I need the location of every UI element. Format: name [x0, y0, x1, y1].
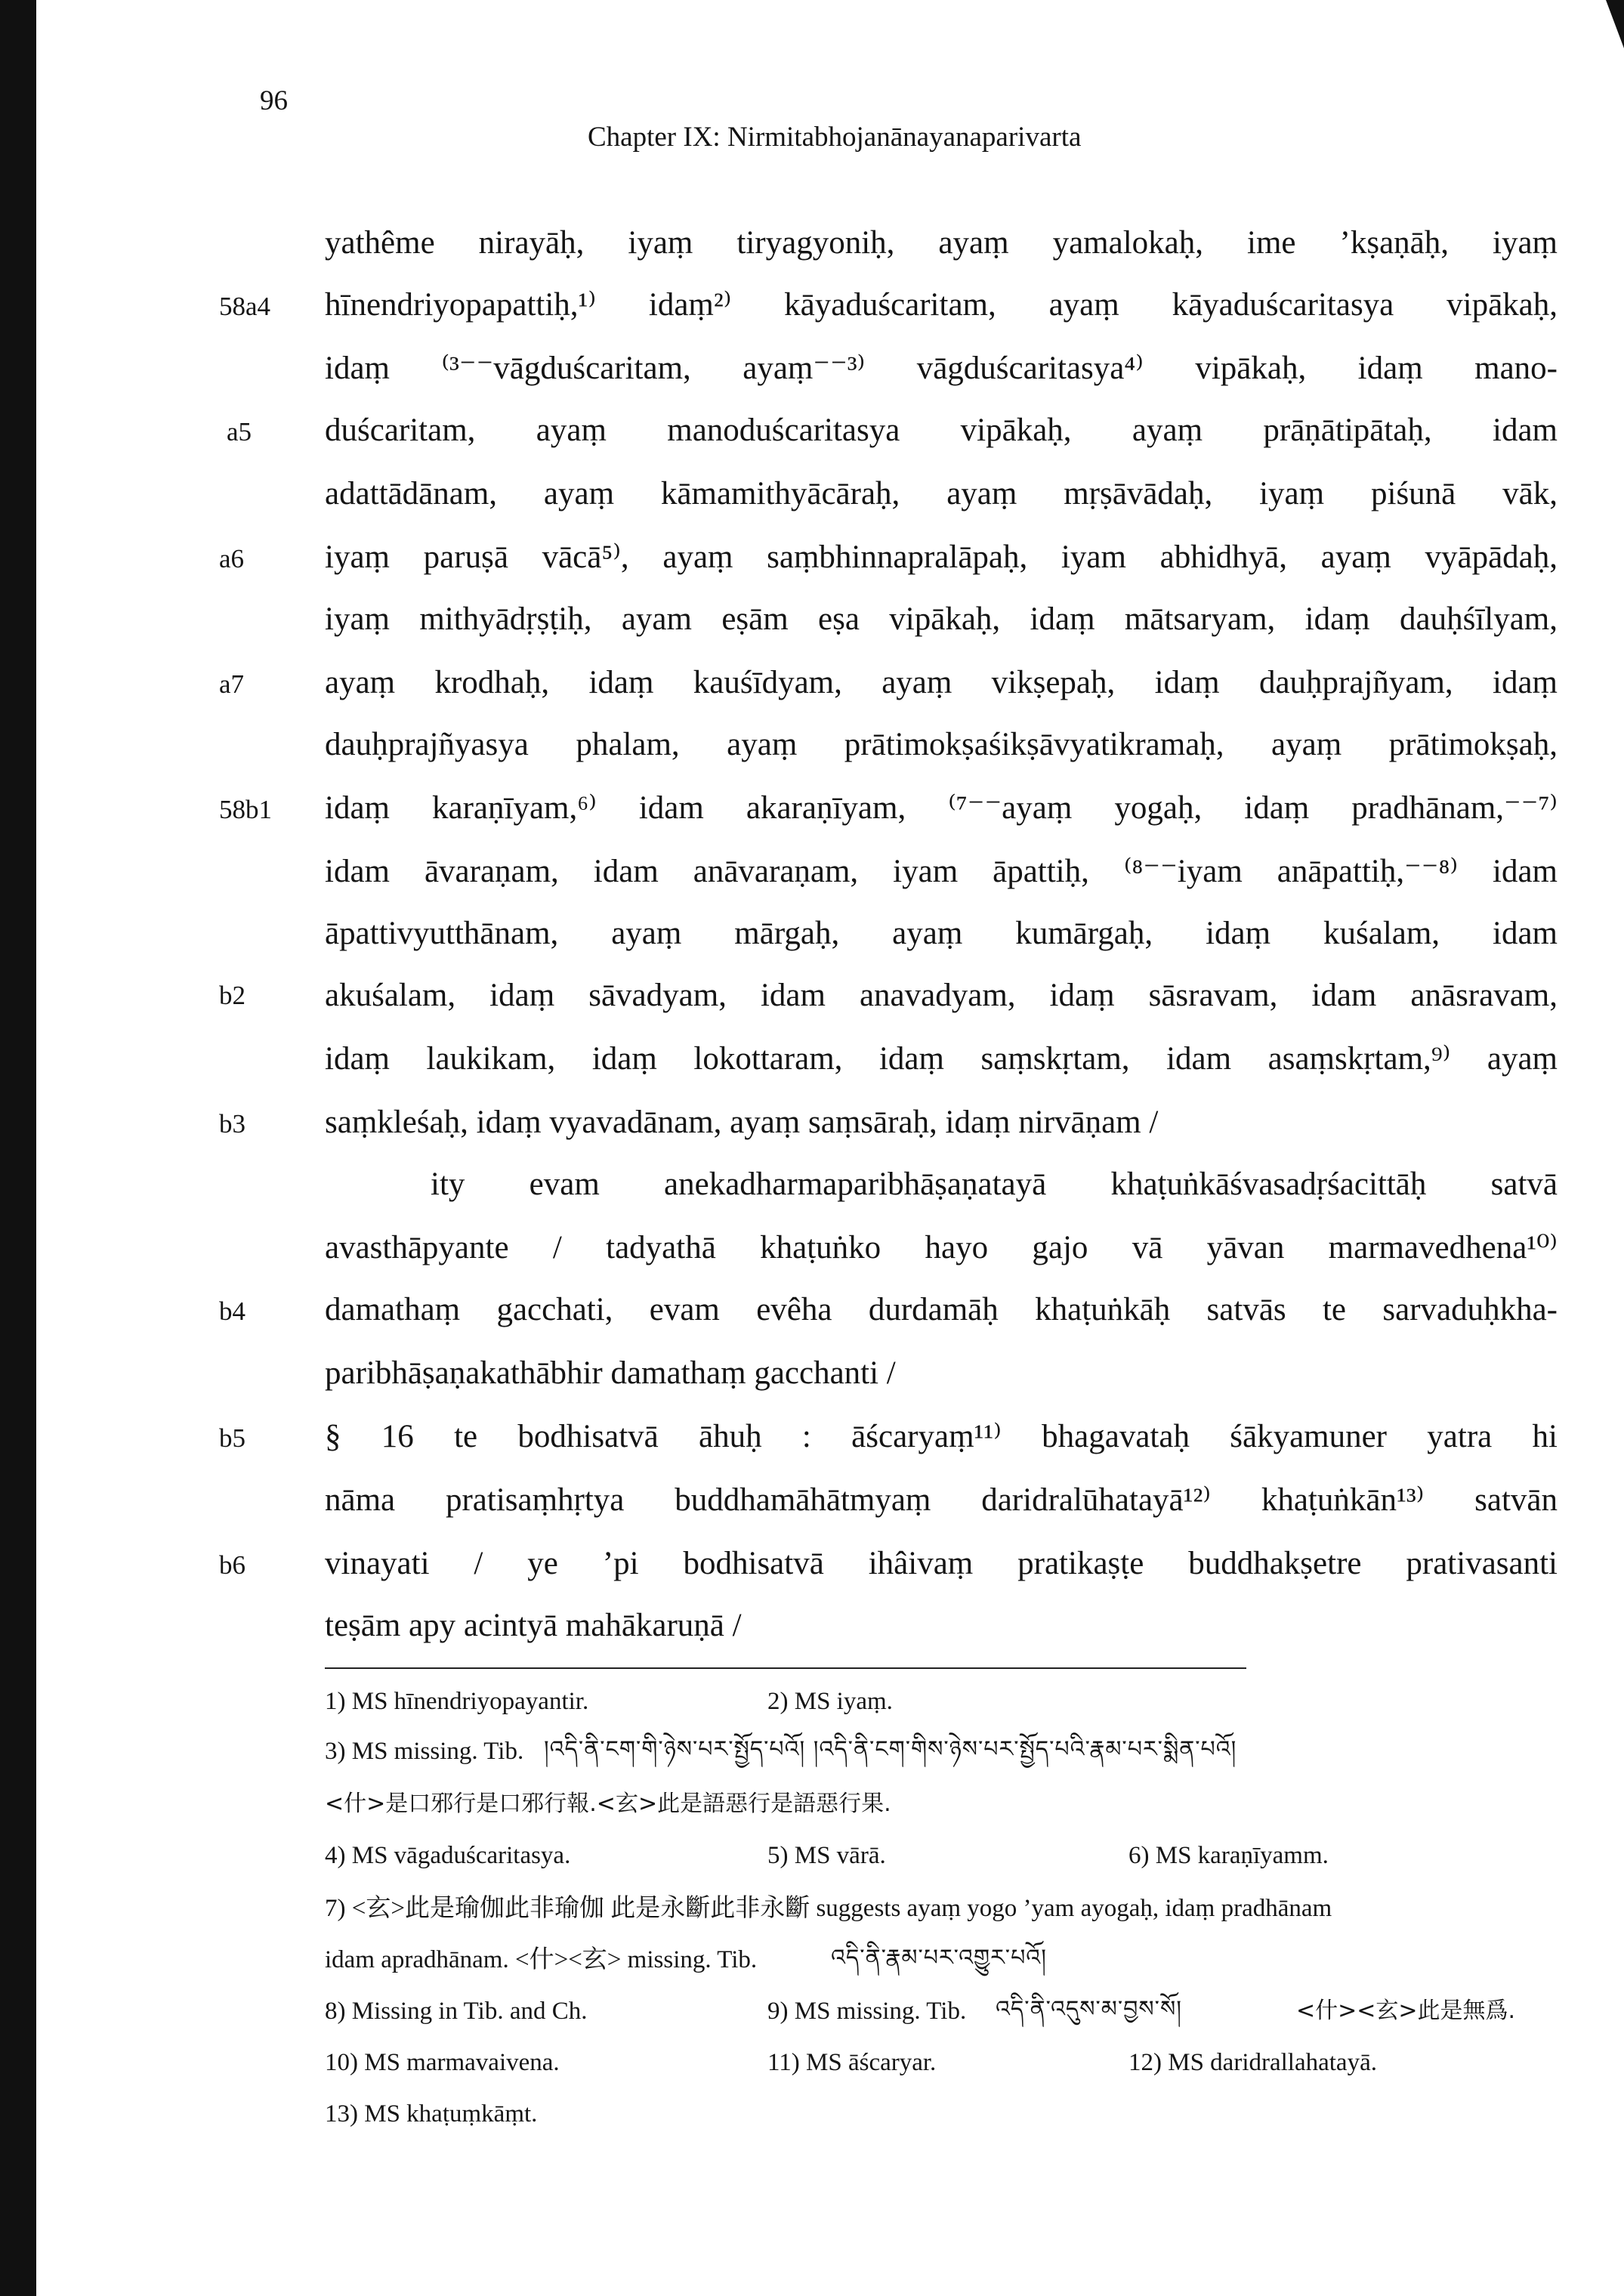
- body-line: nāma pratisaṃhṛtya buddhamāhātmyaṃ daridralūhatayā¹²⁾ khaṭuṅkān¹³⁾ satvān: [325, 1482, 1558, 1518]
- footnote: idam apradhānam. <什><玄> missing. Tib.: [325, 1946, 758, 1973]
- margin-ref: a6: [219, 544, 245, 573]
- body-line: dauḥprajñyasya phalam, ayaṃ prātimokṣaśikṣāvyatikramaḥ, ayaṃ prātimokṣaḥ,: [325, 727, 1558, 762]
- footnote: <什>是口邪行是口邪行報.<玄>此是語惡行是語惡行果.: [325, 1791, 891, 1817]
- body-line: idaṃ ⁽³⁻⁻vāgduścaritam, ayaṃ⁻⁻³⁾ vāgduścaritasya⁴⁾ vipākaḥ, idaṃ mano-: [325, 351, 1558, 386]
- body-line: idaṃ karaṇīyam,⁶⁾ idam akaraṇīyam, ⁽⁷⁻⁻ayaṃ yogaḥ, idaṃ pradhānam,⁻⁻⁷⁾: [325, 790, 1558, 826]
- body-line: iyaṃ mithyādṛṣṭiḥ, ayam eṣām eṣa vipākaḥ, idaṃ mātsaryam, idaṃ dauḥśīlyam,: [325, 601, 1558, 637]
- footnote: <什><玄>此是無爲.: [1296, 1998, 1516, 2024]
- margin-ref: b3: [219, 1109, 245, 1139]
- body-line: adattādānam, ayaṃ kāmamithyācāraḥ, ayaṃ mṛṣāvādaḥ, iyaṃ piśunā vāk,: [325, 476, 1558, 511]
- margin-ref: b2: [219, 981, 245, 1010]
- footnote-tibetan: འདི་ནི་འདུས་མ་བྱས་སོ།: [996, 1996, 1182, 2023]
- page-number: 96: [260, 85, 288, 116]
- body-line: teṣām apy acintyā mahākaruṇā /: [325, 1608, 742, 1643]
- scan-corner-mark: [1606, 0, 1624, 48]
- margin-ref: 58b1: [219, 795, 272, 824]
- margin-ref: 58a4: [219, 292, 271, 321]
- footnote: 10) MS marmavaivena.: [325, 2049, 560, 2076]
- footnote: 12) MS daridrallahatayā.: [1128, 2049, 1377, 2076]
- margin-ref: b6: [219, 1550, 245, 1580]
- footnote: 2) MS iyaṃ.: [767, 1688, 893, 1715]
- body-line: duścaritam, ayaṃ manoduścaritasya vipākaḥ, ayaṃ prāṇātipātaḥ, idam: [325, 413, 1558, 448]
- body-line: damathaṃ gacchati, evam evêha durdamāḥ khaṭuṅkāḥ satvās te sarvaduḥkha-: [325, 1292, 1558, 1327]
- body-line: idam āvaraṇam, idam anāvaraṇam, iyam āpattiḥ, ⁽⁸⁻⁻iyam anāpattiḥ,⁻⁻⁸⁾ idam: [325, 854, 1558, 889]
- running-head: Chapter IX: Nirmitabhojanānayanaparivarta: [588, 122, 1082, 153]
- footnote-tibetan: །འདི་ནི་ངག་གི་ཉེས་པར་སྤྱོད་པའོ། །འདི་ནི་ངག་གིས་ཉེས་པར་སྤྱོད་པའི་རྣམ་པར་སྨིན་པའོ།: [544, 1736, 1237, 1763]
- footnote: 4) MS vāgaduścaritasya.: [325, 1842, 571, 1869]
- margin-ref: a7: [219, 669, 245, 699]
- margin-ref: b4: [219, 1296, 245, 1326]
- footnote: 7) <玄>此是瑜伽此非瑜伽 此是永斷此非永斷 suggests ayaṃ yogo ’yam ayogaḥ, idaṃ pradhānam: [325, 1895, 1332, 1922]
- margin-ref: b5: [219, 1423, 245, 1453]
- body-line: ayaṃ krodhaḥ, idaṃ kauśīdyam, ayaṃ vikṣepaḥ, idaṃ dauḥprajñyam, idaṃ: [325, 665, 1558, 700]
- body-line: iyaṃ paruṣā vācā⁵⁾, ayaṃ saṃbhinnapralāpaḥ, iyam abhidhyā, ayaṃ vyāpādaḥ,: [325, 539, 1558, 575]
- scan-edge-bar: [0, 0, 36, 2296]
- footnote: 6) MS karaṇīyamm.: [1128, 1842, 1329, 1869]
- footnote: 13) MS khaṭuṃkāṃt.: [325, 2100, 538, 2128]
- footnote: 3) MS missing. Tib.: [325, 1738, 524, 1765]
- body-line: avasthāpyante / tadyathā khaṭuṅko hayo gajo vā yāvan marmavedhena¹⁰⁾: [325, 1230, 1558, 1265]
- footnote: 8) Missing in Tib. and Ch.: [325, 1998, 588, 2025]
- body-line: saṃkleśaḥ, idaṃ vyavadānam, ayaṃ saṃsāraḥ, idaṃ nirvāṇam /: [325, 1105, 1159, 1140]
- footnote-tibetan: འདི་ནི་རྣམ་པར་འགྱུར་པའོ།: [831, 1945, 1047, 1971]
- body-line: akuśalam, idaṃ sāvadyam, idam anavadyam, idaṃ sāsravam, idam anāsravam,: [325, 978, 1558, 1013]
- body-line: vinayati / ye ’pi bodhisatvā ihâivaṃ pratikaṣṭe buddhakṣetre prativasanti: [325, 1546, 1558, 1581]
- footnote: 1) MS hīnendriyopayantir.: [325, 1688, 589, 1715]
- body-line: § 16 te bodhisatvā āhuḥ : āścaryaṃ¹¹⁾ bhagavataḥ śākyamuner yatra hi: [325, 1419, 1558, 1454]
- margin-ref: a5: [227, 417, 252, 447]
- body-line: hīnendriyopapattiḥ,¹⁾ idaṃ²⁾ kāyaduścaritam, ayaṃ kāyaduścaritasya vipākaḥ,: [325, 287, 1558, 323]
- footnote: 11) MS āścaryar.: [767, 2049, 937, 2076]
- body-line: idaṃ laukikam, idaṃ lokottaram, idaṃ saṃskṛtam, idam asaṃskṛtam,⁹⁾ ayaṃ: [325, 1041, 1558, 1077]
- body-line: āpattivyutthānam, ayaṃ mārgaḥ, ayaṃ kumārgaḥ, idaṃ kuśalam, idam: [325, 916, 1558, 951]
- footnote: 5) MS vārā.: [767, 1842, 886, 1869]
- body-line: yathême nirayāḥ, iyaṃ tiryagyoniḥ, ayaṃ yamalokaḥ, ime ’kṣaṇāḥ, iyaṃ: [325, 225, 1558, 261]
- body-line: ity evam anekadharmaparibhāṣaṇatayā khaṭuṅkāśvasadṛśacittāḥ satvā: [431, 1167, 1558, 1202]
- footnote-rule: [325, 1667, 1246, 1669]
- body-line: paribhāṣaṇakathābhir damathaṃ gacchanti /: [325, 1355, 896, 1391]
- footnote: 9) MS missing. Tib.: [767, 1998, 967, 2025]
